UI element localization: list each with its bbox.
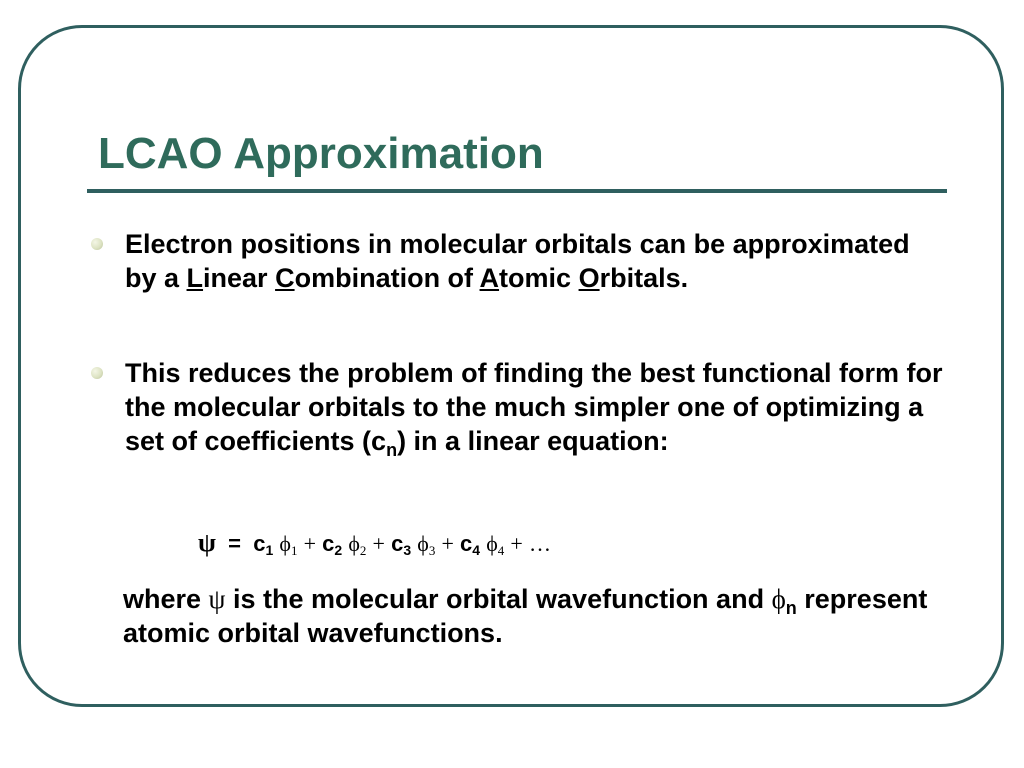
plus-sign: + [441,531,454,556]
coefficient-subscript: 1 [265,542,274,558]
acronym-letter-o: O [578,263,600,293]
acronym-letter-c: C [275,263,295,293]
bullet-text: This reduces the problem of finding the best functional form for the molecular orbitals to the much simpler one of optimizing a set of coefficients (c [125,358,943,456]
phi-symbol: ϕ [279,531,291,556]
phi-symbol: ϕ [348,531,360,556]
acronym-letter-a: A [479,263,500,293]
phi-symbol: ϕ [771,584,786,614]
bullet-dot-icon [91,367,103,379]
psi-symbol: ψ [198,528,216,557]
bullet-item-lcao-definition [125,227,945,295]
plus-sign: + [510,531,523,556]
phi-subscript: 1 [290,543,298,558]
phi-subscript: 2 [359,543,367,558]
slide-title: LCAO Approximation [98,129,544,178]
coefficient: c [253,531,266,556]
where-explanation [123,582,963,650]
title-underline [87,189,947,193]
bullet-text: ) in a linear equation: [397,426,669,456]
coefficient: c [322,531,335,556]
bullet-dot-icon [91,238,103,250]
plus-sign: + [372,531,385,556]
coefficient: c [460,531,473,556]
lcao-equation [198,528,551,559]
bullet-item-reduction [125,356,945,458]
coefficient-subscript: 2 [334,542,343,558]
phi-subscript: 4 [497,543,505,558]
coefficient-subscript: 3 [403,542,412,558]
subscript: n [386,440,398,460]
phi-symbol: ϕ [486,531,498,556]
bullet-text: inear [203,263,276,293]
where-text: represent atomic orbital wavefunctions. [123,584,928,648]
where-text: where [123,584,209,614]
phi-symbol: ϕ [417,531,429,556]
phi-subscript: 3 [428,543,436,558]
coefficient-subscript: 4 [472,542,481,558]
acronym-letter-l: L [186,263,204,293]
ellipsis: … [528,531,551,556]
bullet-text: tomic [499,263,579,293]
psi-symbol: ψ [208,584,226,614]
plus-sign: + [303,531,317,556]
equals-sign: = [228,531,241,556]
coefficient: c [391,531,404,556]
bullet-text: ombination of [294,263,480,293]
subscript: n [785,598,797,618]
where-text: is the molecular orbital wavefunction and [225,584,772,614]
bullet-text: Electron positions in molecular orbitals can be approximated by a [125,229,910,293]
bullet-text: rbitals. [599,263,689,293]
